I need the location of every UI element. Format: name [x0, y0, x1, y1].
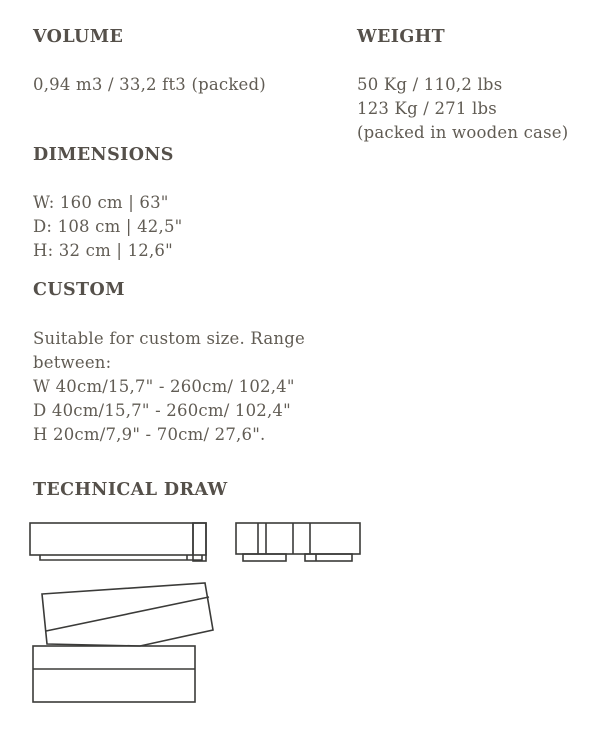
technical-draw-heading: TECHNICAL DRAW	[33, 480, 228, 500]
dimensions-heading: DIMENSIONS	[33, 145, 174, 165]
dimensions-values	[33, 191, 182, 263]
weight-line: 50 Kg / 110,2 lbs	[357, 75, 503, 94]
custom-range-width: W 40cm/15,7" - 260cm/ 102,4"	[33, 377, 295, 396]
custom-line: between:	[33, 353, 112, 372]
technical-drawing-side-view	[236, 523, 360, 561]
custom-values	[33, 327, 305, 447]
volume-heading: VOLUME	[33, 27, 124, 47]
volume-value: 0,94 m3 / 33,2 ft3 (packed)	[33, 75, 266, 94]
weight-values	[357, 73, 568, 145]
technical-drawing-top-view	[33, 583, 213, 702]
dimension-width: W: 160 cm | 63"	[33, 193, 169, 212]
dimension-height: H: 32 cm | 12,6"	[33, 241, 173, 260]
weight-line: (packed in wooden case)	[357, 123, 569, 142]
custom-range-height: H 20cm/7,9" - 70cm/ 27,6".	[33, 425, 266, 444]
custom-range-depth: D 40cm/15,7" - 260cm/ 102,4"	[33, 401, 291, 420]
custom-heading: CUSTOM	[33, 280, 125, 300]
custom-line: Suitable for custom size. Range	[33, 329, 305, 348]
weight-line: 123 Kg / 271 lbs	[357, 99, 497, 118]
weight-heading: WEIGHT	[357, 27, 446, 47]
technical-drawing-front-view	[30, 523, 206, 561]
dimension-depth: D: 108 cm | 42,5"	[33, 217, 183, 236]
